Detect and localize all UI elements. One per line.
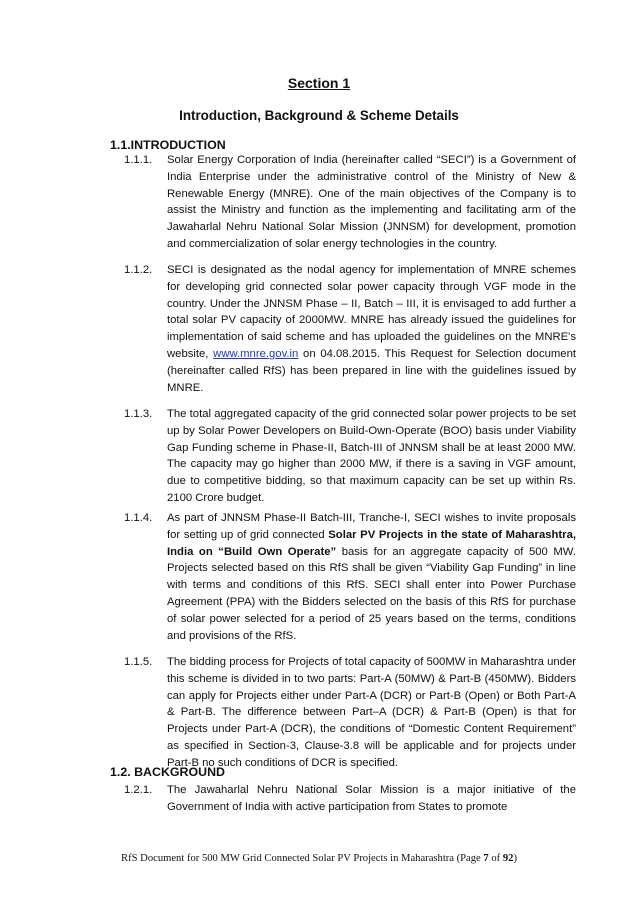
paragraph-number: 1.2.1. (124, 784, 153, 796)
page-footer (0, 853, 638, 864)
footer-page-number: 7 (483, 853, 489, 864)
text-segment: As part of JNNSM Phase-II Batch-III, Tranche-I, SECI wishes to invite proposals for setting up of grid connected (167, 512, 576, 541)
paragraph-1-1-5 (124, 654, 576, 772)
paragraph-text: The bidding process for Projects of total capacity of 500MW in Maharashtra under this scheme is divided in to two parts: Part-A (50MW) & Part-B (450MW). Bidders can apply for Projects either under Part-A (DCR) or Part-B (Open) or Both Part-A & Part-B. The difference between Part–A (DCR) & Part-B (Open) is that for Projects under Part-A (DCR), the conditions of “Domestic Content Requirement” as specified in Section-3, Clause-3.8 will be applicable and for projects under Part-B no such conditions of DCR is specified. (167, 656, 576, 769)
mnre-website-link[interactable]: www.mnre.gov.in (213, 347, 299, 360)
paragraph-text (167, 510, 576, 644)
footer-suffix: ) (513, 853, 517, 864)
text-segment: SECI is designated as the nodal agency for implementation of MNRE schemes for developing grid connected solar power capacity through VGF mode in the country. Under the JNNSM Phase – II, Batch – III, it is envisaged to add further a total solar PV capacity of 2000MW. MNRE has already issued the guidelines for implementation of said scheme and has uploaded the guidelines on the MNRE's website, (167, 264, 576, 360)
text-segment: on 04.08.2015. This Request for Selection document (hereinafter called RfS) has been prepared in line with the guidelines issued by MNRE. (167, 347, 576, 394)
paragraph-1-1-3 (124, 406, 576, 507)
bold-text-segment: Solar PV Projects in the state of Maharashtra, India on “Build Own Operate” (167, 528, 576, 558)
paragraph-number: 1.1.2. (124, 264, 153, 276)
heading-background: 1.2. BACKGROUND (110, 765, 225, 779)
text-segment: basis for an aggregate capacity of 500 MW. Projects selected based on this RfS shall be given “Viability Gap Funding” in line with terms and conditions of this RfS. SECI shall enter into Power Purchase Agreement (PPA) with the Bidders selected on the basis of this RfS for purchase of solar power selected for a period of 25 years based on the terms, conditions and provisions of the RfS. (167, 545, 576, 642)
paragraph-number: 1.1.3. (124, 408, 153, 420)
paragraph-text: The total aggregated capacity of the grid connected solar power projects to be set up by Solar Power Developers on Build-Own-Operate (BOO) basis under Viability Gap Funding scheme in Phase-II, Batch-III of JNNSM shall be at least 2000 MW. The capacity may go higher than 2000 MW, if there is a saving in VGF amount, due to competitive bidding, so that maximum capacity can be set up within Rs. 2100 Crore budget. (167, 408, 576, 504)
paragraph-1-1-1 (124, 152, 576, 253)
footer-of: of (488, 853, 503, 864)
paragraph-text (167, 262, 576, 396)
paragraph-text: The Jawaharlal Nehru National Solar Mission is a major initiative of the Government of India with active participation from States to promote (167, 784, 576, 813)
paragraph-1-1-4 (124, 510, 576, 644)
paragraph-number: 1.1.4. (124, 512, 153, 524)
heading-introduction: 1.1.INTRODUCTION (110, 138, 226, 152)
paragraph-number: 1.1.1. (124, 154, 153, 166)
paragraph-number: 1.1.5. (124, 656, 153, 668)
paragraph-1-2-1 (124, 782, 576, 816)
paragraph-text: Solar Energy Corporation of India (hereinafter called “SECI”) is a Government of India Enterprise under the administrative control of the Ministry of New & Renewable Energy (MNRE). One of the main objectives of the Company is to assist the Ministry and function as the implementing and facilitating arm of the Jawaharlal Nehru National Solar Mission (JNNSM) for development, promotion and commercialization of solar energy technologies in the country. (167, 154, 576, 250)
section-title: Section 1 (287, 75, 351, 91)
paragraph-1-1-2 (124, 262, 576, 396)
footer-prefix: RfS Document for 500 MW Grid Connected Solar PV Projects in Maharashtra (Page (121, 853, 484, 864)
footer-total-pages: 92 (502, 853, 514, 864)
section-subtitle: Introduction, Background & Scheme Details (179, 108, 459, 123)
